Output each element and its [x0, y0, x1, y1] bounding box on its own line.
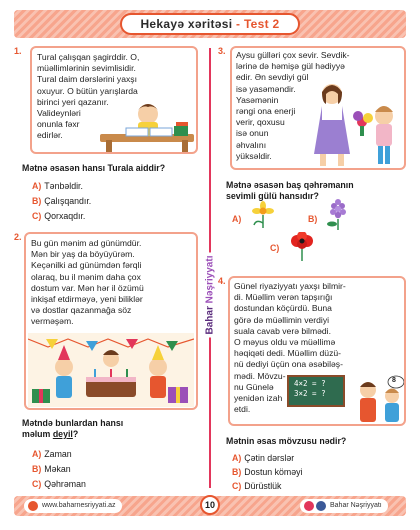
option-text: Tənbəldir. [44, 181, 83, 191]
blackboard-text [294, 379, 326, 399]
text-line: Valideynləri [37, 108, 81, 119]
option-letter: B) [32, 196, 42, 206]
option-letter: C) [32, 479, 42, 489]
q1-option-a[interactable] [32, 180, 83, 192]
brand-social[interactable] [300, 499, 388, 513]
birthday-party-illustration [28, 333, 194, 407]
text-line: həqiqəti dedi. Müəllim düzü- [234, 348, 342, 359]
text-line: suala cavab verə bilmədi. [234, 325, 331, 336]
text-line: görə də müəllimin verdiyi [234, 314, 330, 325]
lilac-flower-icon [326, 199, 350, 231]
q4-option-b[interactable] [232, 466, 302, 478]
text-line: nü dediyi üçün ona əsəbiləş- [234, 359, 343, 370]
option-letter: B) [32, 464, 42, 474]
text-line: verir, qoxusu [236, 117, 285, 128]
blackboard-line: 3×2 = ? [294, 389, 326, 398]
option-letter: A) [32, 181, 42, 191]
boy-studying-illustration [98, 100, 196, 152]
text-line: mədi. Mövzu- [234, 370, 286, 381]
text-line: müəllimlərinin sevimlisidir. [37, 63, 136, 74]
option-text: Dostun köməyi [244, 467, 303, 477]
question-1-number: 1. [14, 46, 22, 56]
question-1-prompt: Mətnə əsasən hansı Turala aiddir? [22, 163, 166, 173]
title-test: Test 2 [243, 17, 280, 31]
text-line: di. Müəllim verən tapşırığı [234, 292, 333, 303]
website-text: www.baharnesriyyati.az [42, 502, 116, 509]
text-line: lərinə də həmişə gül hədiyyə [236, 61, 345, 72]
q4-option-c[interactable] [232, 480, 281, 492]
text-line: Aysu gülləri çox sevir. Sevdik- [236, 50, 350, 60]
option-text: Qorxaqdır. [44, 211, 86, 221]
text-line: oxuyur. O bütün yarışlarda [37, 85, 138, 96]
text-line: yüksəldir. [236, 150, 272, 161]
option-letter: C) [270, 243, 280, 253]
text-line: olaraq, bu il mənim daha çox [31, 271, 141, 282]
option-text: Çətin dərslər [244, 453, 295, 463]
question-2-number: 2. [14, 232, 22, 242]
option-letter: A) [232, 214, 242, 224]
q3-option-b[interactable] [308, 213, 320, 225]
text-line: Günel riyaziyyatı yaxşı bilmir- [234, 281, 346, 291]
prompt-line: Mətndə bunlardan hansı [22, 418, 124, 428]
text-line: birinci yeri qazanır. [37, 96, 109, 107]
title-separator: - [236, 17, 241, 31]
q2-option-a[interactable] [32, 448, 72, 460]
text-line: isə onun [236, 128, 269, 139]
text-line: edir. Ən sevdiyi gül [236, 72, 309, 83]
q2-option-c[interactable] [32, 478, 86, 490]
text-line: nu Günelə [234, 381, 274, 392]
text-line: dostundan köçürdü. Buna [234, 303, 332, 314]
facebook-icon [316, 501, 326, 511]
option-text: Məkan [44, 464, 71, 474]
text-line: O məyus oldu və müəllimə [234, 337, 336, 348]
text-line: etdi. [234, 404, 251, 415]
text-line: Keçənilki ad günümdən fərqli [31, 260, 142, 271]
q1-option-c[interactable] [32, 210, 85, 222]
text-line: inkişaf etdirməyə, yeni biliklər [31, 294, 143, 305]
girl-giving-flowers-illustration [298, 76, 404, 168]
question-3-number: 3. [218, 46, 226, 56]
blackboard-line: 4×2 = ? [294, 379, 326, 388]
text-line: və dostlar qazanmağa söz [31, 305, 132, 316]
option-letter: B) [232, 467, 242, 477]
option-text: Qəhrəman [44, 479, 86, 489]
option-text: Dürüstlük [244, 481, 282, 491]
option-letter: C) [232, 481, 242, 491]
option-text: Zaman [44, 449, 72, 459]
text-line: verməşəm. [31, 316, 74, 327]
q2-option-b[interactable] [32, 463, 71, 475]
text-line: rəngi ona enerji [236, 106, 296, 117]
text-line: Yasəmənin [236, 94, 279, 105]
prompt-line: sevimli gülü hansıdır? [226, 191, 319, 201]
side-brand-label [198, 255, 222, 335]
prompt-line [22, 429, 123, 440]
website-link[interactable] [24, 499, 122, 513]
text-line: Tural çalışqan şagirddir. O, [37, 52, 140, 62]
red-poppy-icon [288, 232, 316, 262]
text-line: Tural daim dərslərini yaxşı [37, 74, 137, 85]
text-line: Mən bir yaş da böyüyürəm. [31, 249, 135, 260]
prompt-line: Mətnə əsasən baş qəhrəmanın [226, 180, 354, 190]
prompt-suffix: ? [72, 429, 79, 439]
text-line: dostum var. Mən hər il özümü [31, 282, 144, 293]
q1-option-b[interactable] [32, 195, 91, 207]
text-line: Bu gün mənim ad günümdür. [31, 238, 142, 248]
question-2-text [31, 238, 144, 328]
question-4-number: 4. [218, 276, 226, 286]
option-letter: C) [32, 211, 42, 221]
q4-option-a[interactable] [232, 452, 294, 464]
yellow-daffodil-icon [250, 201, 276, 229]
page-number: 10 [200, 495, 220, 515]
q3-option-a[interactable] [232, 213, 244, 225]
speech-bubble-value: 8 [392, 377, 396, 384]
title-main: Hekayə xəritəsi [140, 17, 233, 31]
option-letter: B) [308, 214, 318, 224]
option-letter: A) [232, 453, 242, 463]
brand-name: Bahar Nəşriyyatı [330, 502, 382, 509]
question-4-prompt: Mətnin əsas mövzusu nədir? [226, 436, 347, 446]
text-line: isə yasəməndir. [236, 83, 296, 94]
prompt-underlined-word: deyil [52, 429, 73, 439]
option-letter: A) [32, 449, 42, 459]
instagram-icon [304, 501, 314, 511]
q3-option-c[interactable] [270, 242, 282, 254]
option-text: Çalışqandır. [44, 196, 92, 206]
prompt-prefix: məlum [22, 429, 53, 439]
text-line: əhvalını [236, 139, 267, 150]
question-2-prompt [22, 418, 123, 440]
side-label-part2: Nəşriyyatı [204, 255, 216, 304]
side-label-part1: Bahar [204, 306, 216, 335]
text-line: yenidən izah [234, 393, 283, 404]
text-line: onunla fəxr [37, 119, 80, 130]
globe-icon [28, 501, 38, 511]
page-title [120, 13, 300, 35]
text-line: edirlər. [37, 130, 63, 141]
